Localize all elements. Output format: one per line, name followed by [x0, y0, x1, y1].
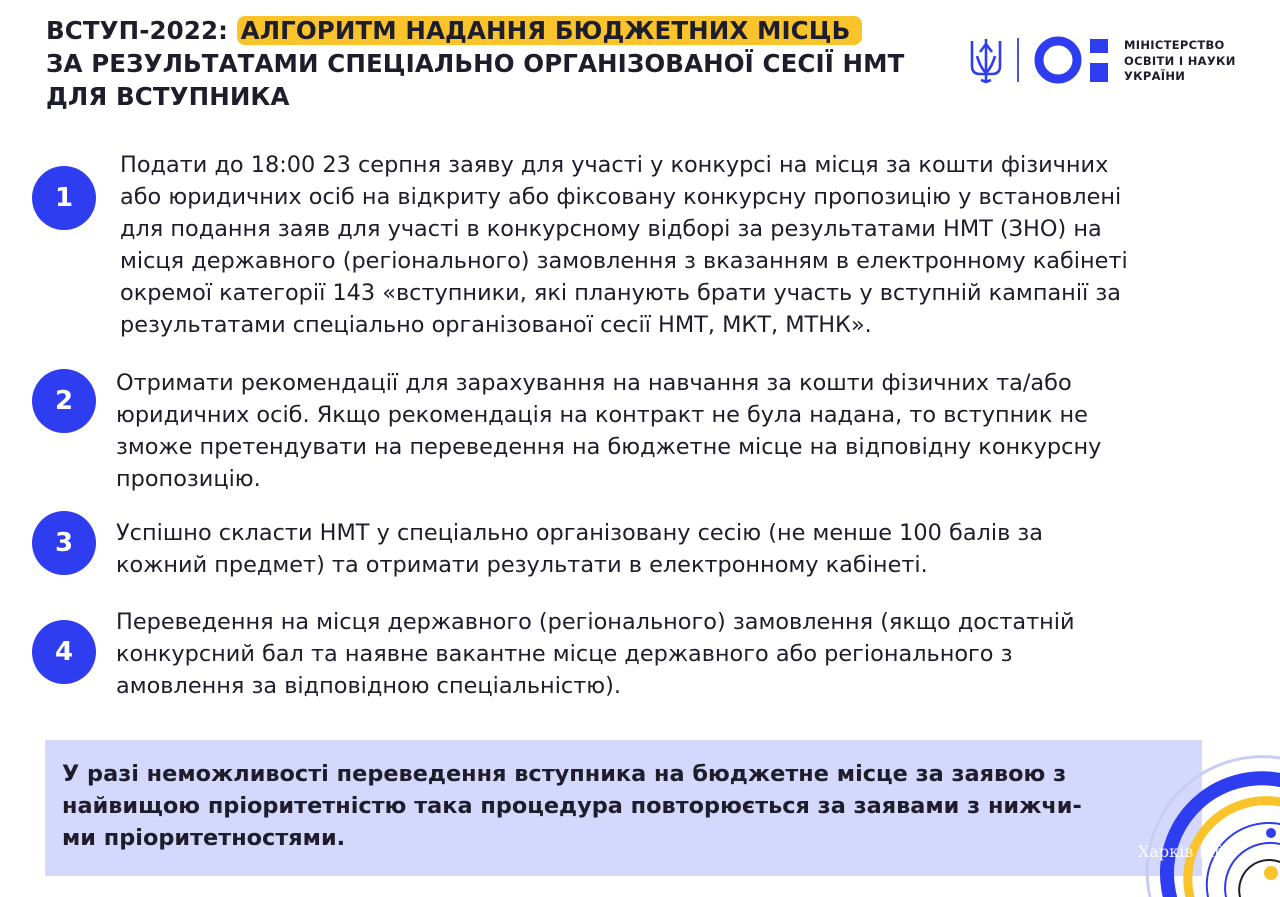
- trident-icon: [968, 36, 1004, 84]
- step-number-badge: 1: [32, 166, 96, 230]
- title-line-2: ЗА РЕЗУЛЬТАТАМИ СПЕЦІАЛЬНО ОРГАНІЗОВАНОЇ СЕСІЇ НМТ: [46, 49, 905, 78]
- step-text: Успішно скласти НМТ у спеціально організовану сесію (не менше 100 балів за кожний предмет) та отримати результати в електронному кабінеті.: [116, 520, 1044, 578]
- logo-divider: [1017, 38, 1019, 82]
- note-text: У разі неможливості переведення вступника на бюджетне місце за заявою з найвищою пріоритетністю така процедура повторюється за заявами з нижчи- ми пріоритетностями.: [62, 761, 1082, 851]
- title-line-3: ДЛЯ ВСТУПНИКА: [46, 82, 290, 111]
- page-title: [46, 14, 946, 113]
- title-highlight: АЛГОРИТМ НАДАННЯ БЮДЖЕТНИХ МІСЦЬ: [237, 16, 863, 45]
- step-number-badge: 2: [32, 369, 96, 433]
- mon-mark-icon: [1034, 36, 1114, 86]
- step-text: Отримати рекомендації для зарахування на навчання за кошти фізичних та/або юридичних осіб. Якщо рекомендація на контракт не була надана, то вступник не зможе претендувати на переведення на бюджетне місце на відповідну конкурсну пропозицію.: [116, 370, 1102, 492]
- step-number-badge: 4: [32, 620, 96, 684]
- ministry-logo: [968, 36, 1248, 86]
- note-box: [45, 740, 1202, 876]
- title-line-1: [46, 14, 946, 47]
- decorative-arcs-icon: [1130, 740, 1280, 897]
- ministry-name: МІНІСТЕРСТВО ОСВІТИ І НАУКИ УКРАЇНИ: [1124, 38, 1236, 83]
- step-number-badge: 3: [32, 511, 96, 575]
- step-text: Подати до 18:00 23 серпня заяву для участі у конкурсі на місця за кошти фізичних або юридичних осіб на відкриту або фіксовану конкурсну пропозицію у встановлені для подання заяв для участі в конкурсному відборі за результатами НМТ (ЗНО) на місця державного (регіонального) замовлення з вказанням в електронному кабінеті окремої категорії 143 «вступники, які планують брати участь у вступній кампанії за результатами спеціально організованої сесії НМТ, МКТ, МТНК».: [120, 152, 1128, 338]
- step-text: Переведення на місця державного (регіонального) замовлення (якщо достатній конкурсний бал та наявне вакантне місце державного або регіонального з амовлення за відповідною спеціальністю).: [116, 609, 1075, 699]
- watermark: Харків Life: [1138, 842, 1230, 861]
- title-prefix: ВСТУП-2022:: [46, 16, 237, 45]
